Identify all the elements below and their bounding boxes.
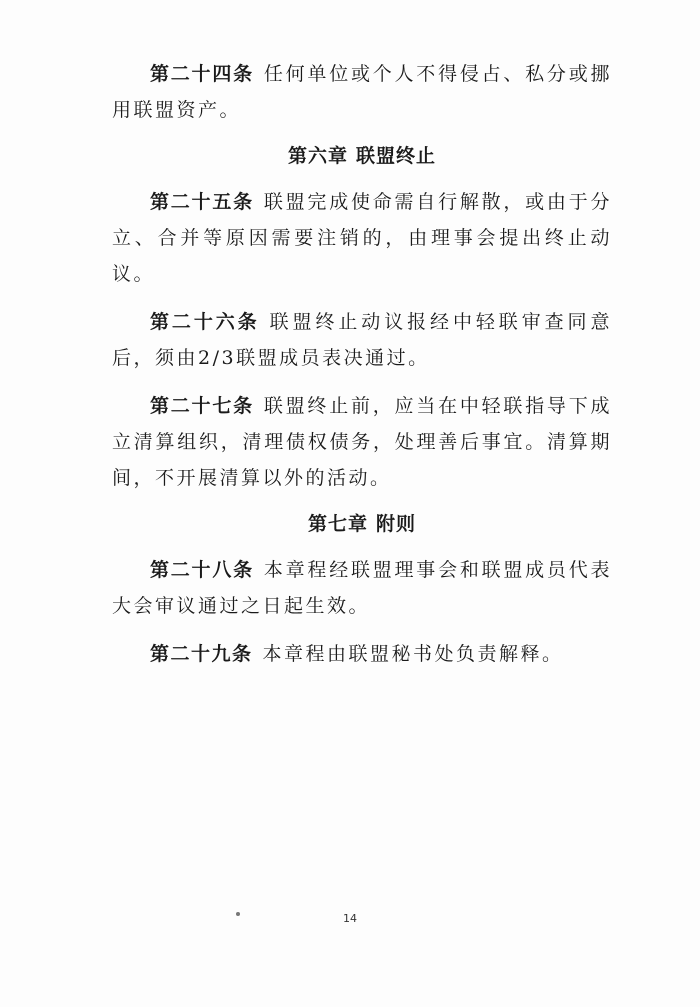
article-27 [112, 388, 612, 496]
document-body [112, 56, 612, 672]
article-25 [112, 184, 612, 292]
chapter-6-heading [112, 138, 612, 174]
article-26 [112, 304, 612, 376]
article-29 [112, 636, 612, 672]
chapter-7-heading [112, 506, 612, 542]
article-text: 本章程由联盟秘书处负责解释。 [262, 643, 564, 665]
page-number: 14 [343, 912, 357, 925]
article-label: 第二十七条 [150, 395, 254, 417]
chapter-title: 联盟终止 [356, 145, 437, 167]
article-label: 第二十九条 [150, 643, 253, 665]
article-label: 第二十四条 [150, 63, 254, 85]
article-label: 第二十六条 [150, 311, 260, 333]
article-text: 任何单位或个人不得侵占、私分或挪用联盟资产。 [112, 63, 612, 121]
article-label: 第二十八条 [150, 559, 254, 581]
article-24 [112, 56, 612, 128]
chapter-label: 第七章 [307, 513, 368, 535]
chapter-title: 附则 [376, 513, 417, 535]
article-text: 本章程经联盟理事会和联盟成员代表大会审议通过之日起生效。 [112, 559, 612, 617]
article-text: 联盟完成使命需自行解散，或由于分立、合并等原因需要注销的，由理事会提出终止动议。 [112, 191, 612, 285]
chapter-label: 第六章 [287, 145, 348, 167]
article-text: 联盟终止动议报经中轻联审查同意后，须由2/3联盟成员表决通过。 [112, 311, 612, 369]
article-28 [112, 552, 612, 624]
article-label: 第二十五条 [150, 191, 254, 213]
article-text: 联盟终止前，应当在中轻联指导下成立清算组织，清理债权债务，处理善后事宜。清算期间，不开展清算以外的活动。 [112, 395, 612, 489]
